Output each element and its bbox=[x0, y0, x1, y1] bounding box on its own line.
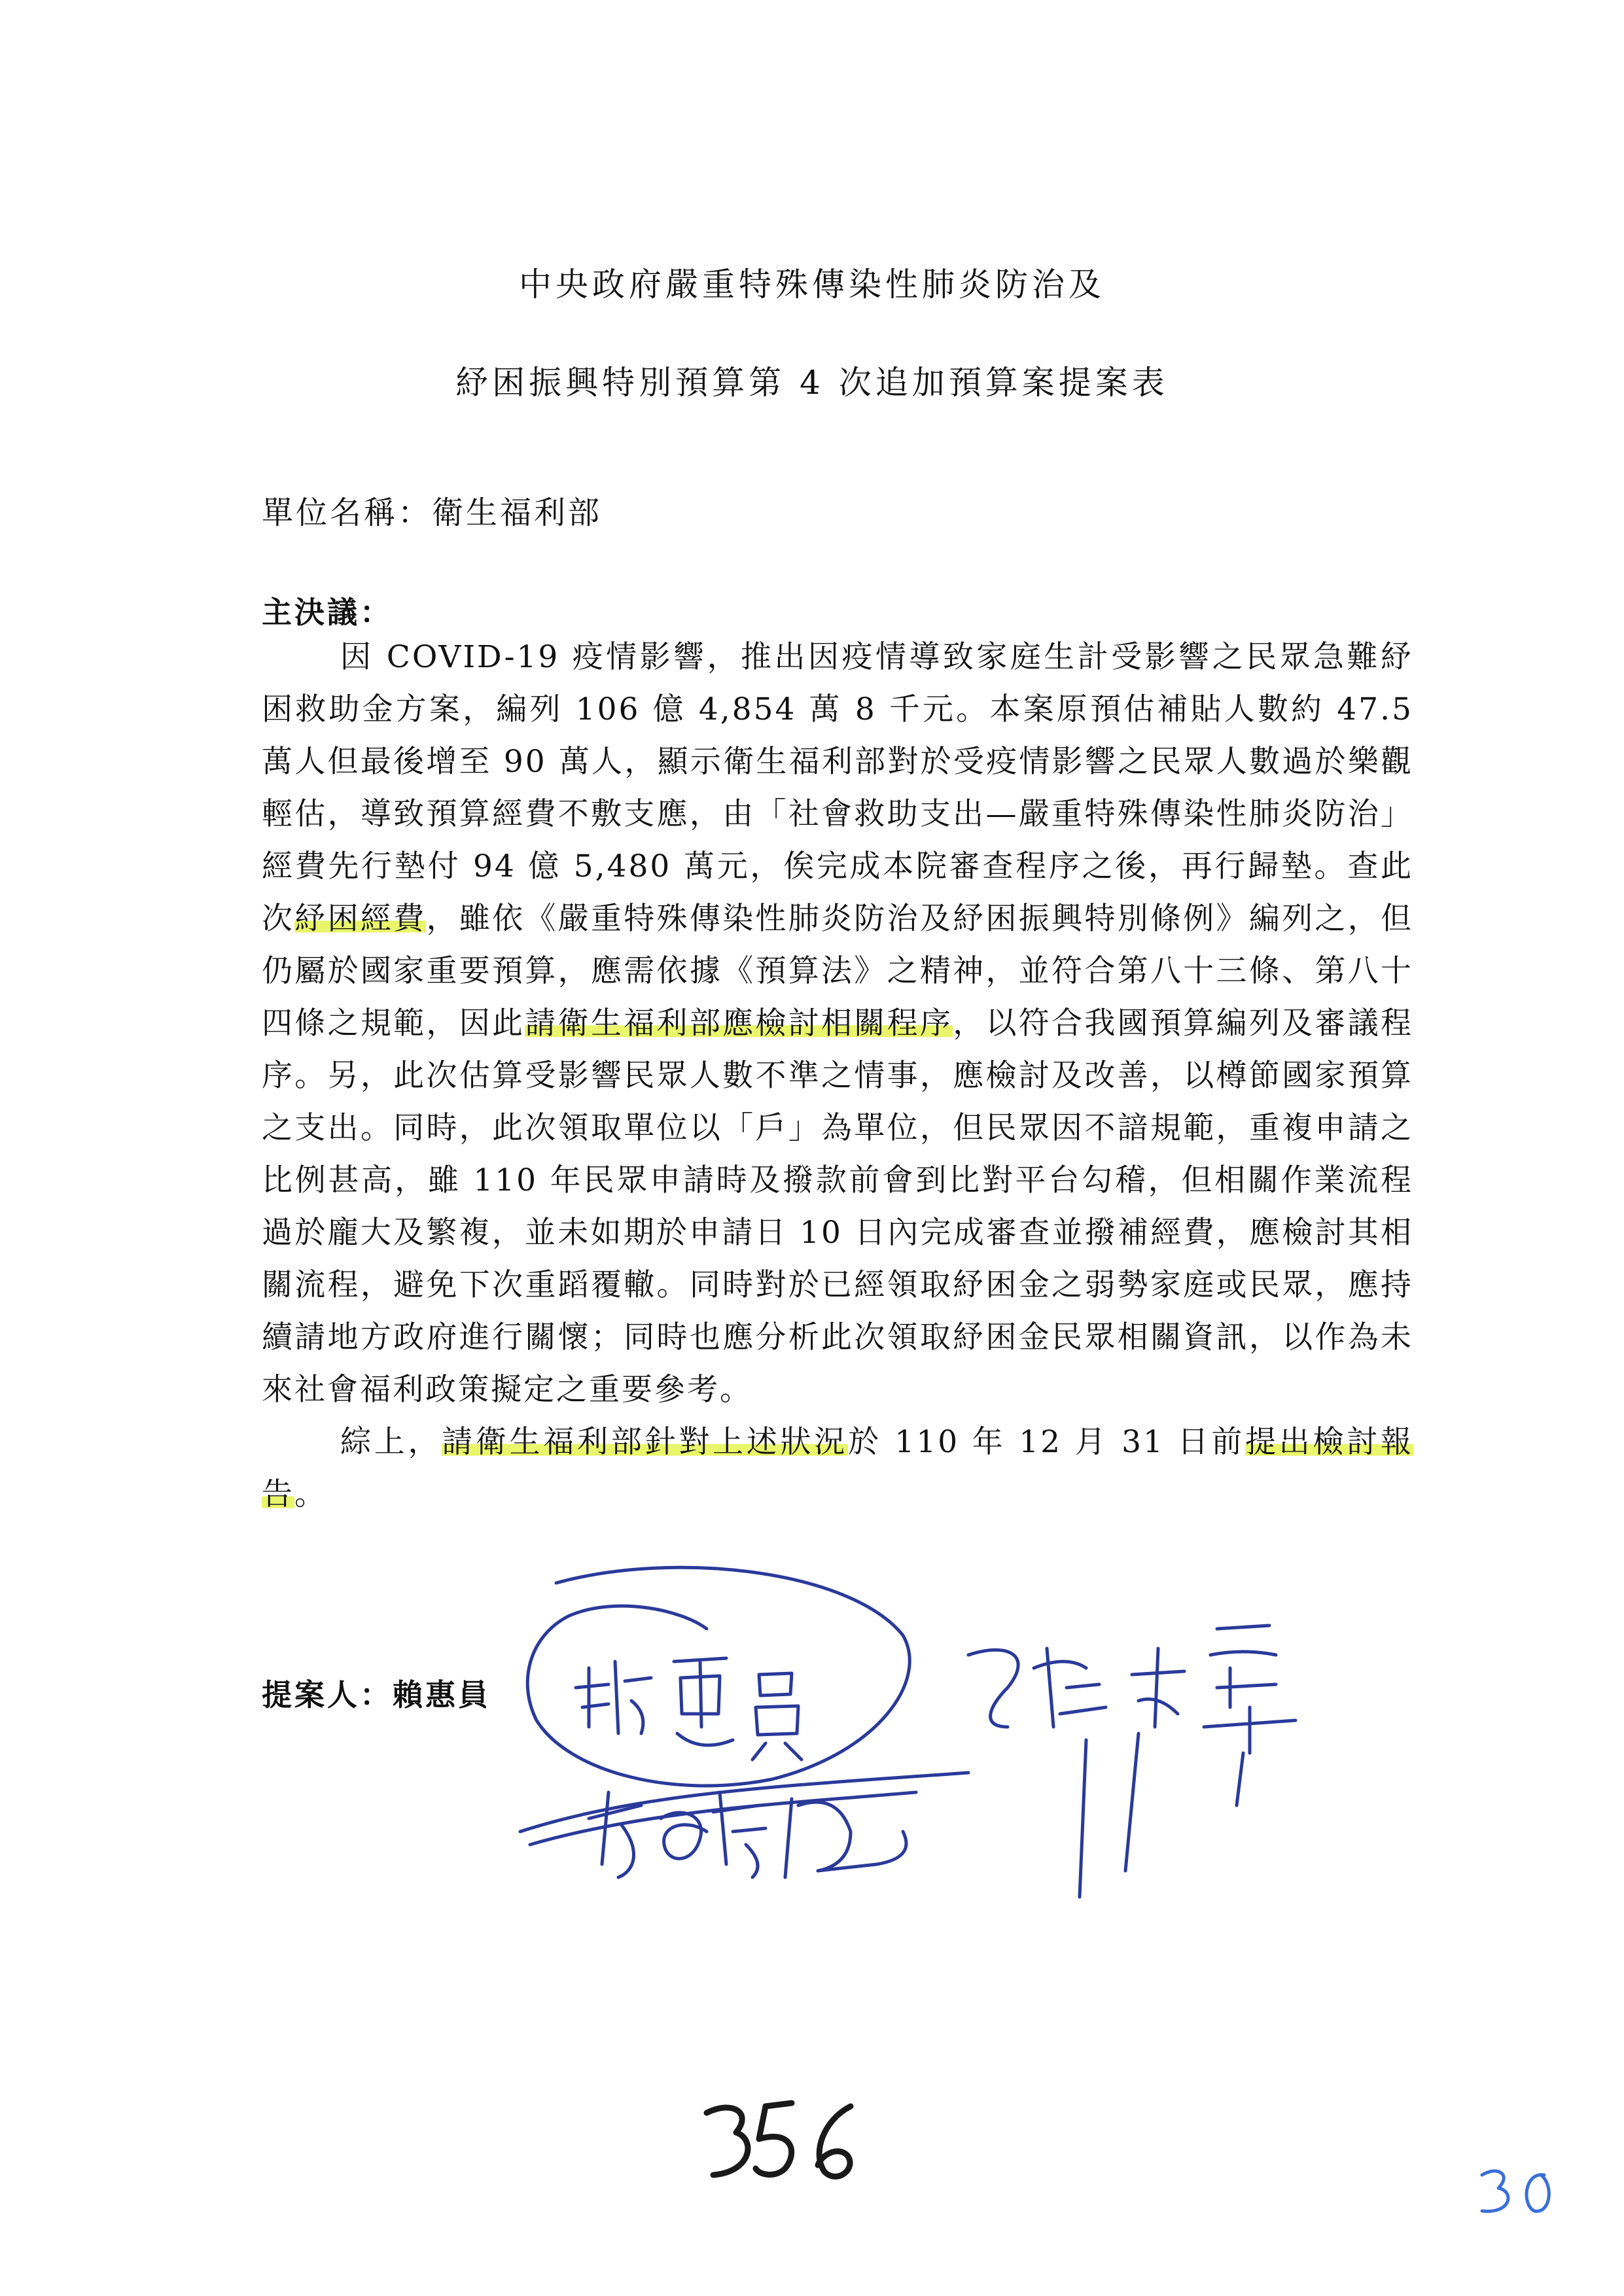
handwritten-page-number bbox=[694, 2093, 864, 2191]
document-title-line-2: 紓困振興特別預算第 4 次追加預算案提案表 bbox=[455, 364, 1169, 402]
handwritten-signatures bbox=[510, 1557, 1361, 1923]
highlight-submit-report: 提出檢討報告 bbox=[262, 1424, 1413, 1512]
highlight-regarding-situation: 請衛生福利部針對上述狀況 bbox=[442, 1424, 849, 1460]
paragraph-1-text-c: ，以符合我國預算編列及審議程序。另，此次估算受影響民眾人數不準之情事，應檢討及改善，以樽節國家預算之支出。同時，此次領取單位以「戶」為單位，但民眾因不諳規範，重複申請之比例甚高，雖 110 年民眾申請時及撥款前會到比對平台勾稽，但相關作業流程過於龐大及繁複，並未如期於申請日 10 日內完成審查並撥補經費，應檢討其相關流程，避免下次重蹈覆轍。同時對於已經領取紓困金之弱勢家庭或民眾，應持續請地方政府進行關懷；同時也應分析此次領取紓困金民眾相關資訊，以作為未來社會福利政策擬定之重要參考。 bbox=[262, 1005, 1414, 1408]
resolution-paragraph-1 bbox=[262, 631, 1413, 1416]
paragraph-1-text-a: 因 COVID-19 疫情影響，推出因疫情導致家庭生計受影響之民眾急難紓困救助金方案，編列 106 億 4,854 萬 8 千元。本案原預估補貼人數約 47.5 萬人但最後增至 90 萬人，顯示衛生福利部對於受疫情影響之民眾人數過於樂觀輕估，導致預算經費不敷支應，由「社會救助支出—嚴重特殊傳染性肺炎防治」經費先行墊付 94 億 5,480 萬元，俟完成本院審查程序之後，再行歸墊。查此次 bbox=[262, 639, 1413, 937]
paragraph-2-text-a: 綜上， bbox=[340, 1424, 442, 1460]
main-resolution-label: 主決議： bbox=[262, 595, 393, 630]
resolution-body bbox=[262, 631, 1413, 1521]
document-title-line-1: 中央政府嚴重特殊傳染性肺炎防治及 bbox=[519, 266, 1105, 304]
resolution-paragraph-2 bbox=[262, 1416, 1413, 1521]
highlight-relief-funds: 紓困經費 bbox=[294, 901, 427, 937]
corner-page-number bbox=[1472, 2159, 1564, 2224]
unit-name: 單位名稱：衛生福利部 bbox=[262, 495, 603, 531]
highlight-review-procedures: 請衛生福利部應檢討相關程序 bbox=[525, 1005, 953, 1041]
paragraph-1-text-b: ，雖依《嚴重特殊傳染性肺炎防治及紓困振興特別條例》編列之，但仍屬於國家重要預算，應需依據《預算法》之精神，並符合第八十三條、第八十四條之規範，因此 bbox=[262, 901, 1414, 1041]
paragraph-2-text-c: 。 bbox=[294, 1476, 327, 1512]
proposer-line: 提案人：賴惠員 bbox=[262, 1677, 491, 1713]
paragraph-2-text-b: 於 110 年 12 月 31 日前 bbox=[848, 1424, 1246, 1460]
